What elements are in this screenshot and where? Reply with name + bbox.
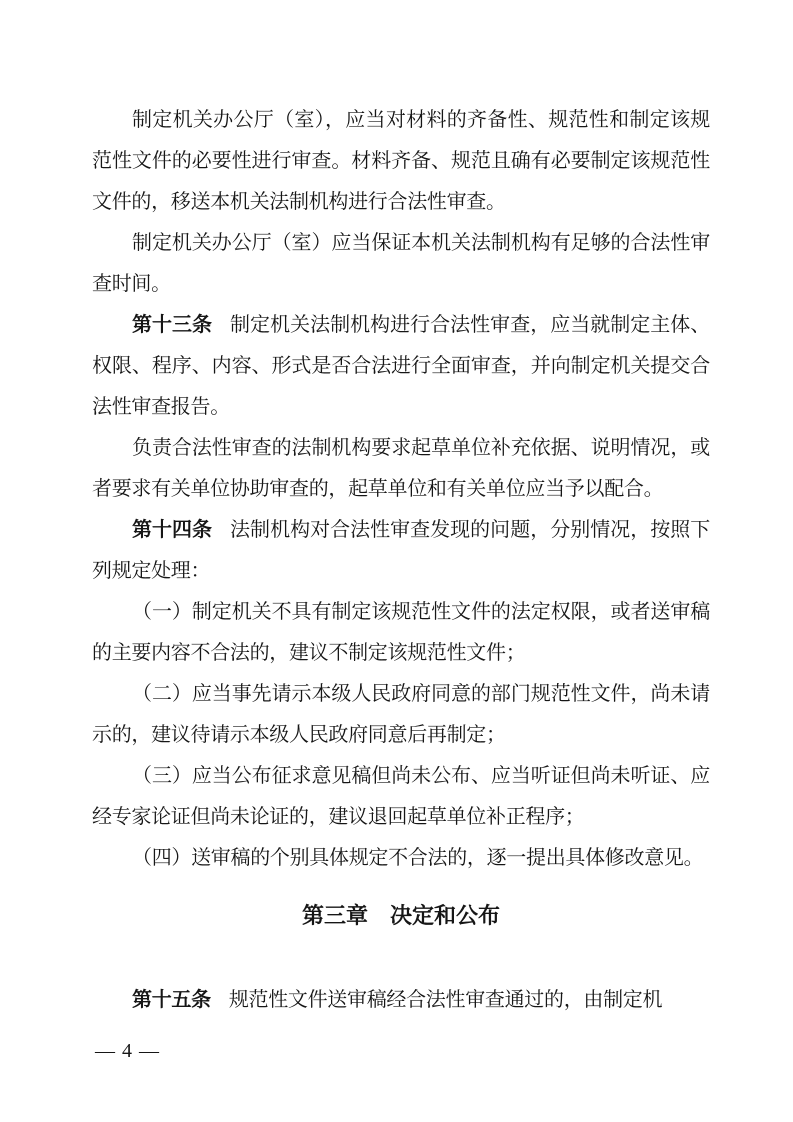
- document-body: [92, 100, 710, 1021]
- paragraph-text: 制定机关办公厅（室）应当保证本机关法制机构有足够的合法性审查时间。: [92, 232, 710, 295]
- article-number: 第十四条: [132, 519, 213, 541]
- paragraph-article-14: [92, 510, 710, 592]
- paragraph-item-1: [92, 592, 710, 674]
- paragraph-text: （四）送审稿的个别具体规定不合法的，逐一提出具体修改意见。: [132, 847, 704, 869]
- chapter-heading: 第三章 决定和公布: [301, 903, 500, 928]
- paragraph-text: （一）制定机关不具有制定该规范性文件的法定权限，或者送审稿的主要内容不合法的，建议不制定该规范性文件；: [92, 601, 710, 664]
- paragraph: [92, 223, 710, 305]
- paragraph-text: 法制机构对合法性审查发现的问题，分别情况，按照下列规定处理：: [92, 519, 710, 582]
- paragraph-item-4: [92, 838, 710, 879]
- paragraph-text: （三）应当公布征求意见稿但尚未公布、应当听证但尚未听证、应经专家论证但尚未论证的，建议退回起草单位补正程序；: [92, 765, 710, 828]
- paragraph-text: 规范性文件送审稿经合法性审查通过的，由制定机: [228, 989, 663, 1011]
- paragraph-text: （二）应当事先请示本级人民政府同意的部门规范性文件，尚未请示的，建议待请示本级人民政府同意后再制定；: [92, 683, 710, 746]
- paragraph-text: 负责合法性审查的法制机构要求起草单位补充依据、说明情况，或者要求有关单位协助审查的，起草单位和有关单位应当予以配合。: [92, 437, 710, 500]
- paragraph-item-2: [92, 674, 710, 756]
- paragraph-text: 制定机关办公厅（室），应当对材料的齐备性、规范性和制定该规范性文件的必要性进行审查。材料齐备、规范且确有必要制定该规范性文件的，移送本机关法制机构进行合法性审查。: [92, 109, 710, 213]
- article-number: 第十三条: [132, 314, 213, 336]
- page-number: — 4 —: [95, 1040, 160, 1062]
- paragraph-article-13: [92, 305, 710, 428]
- paragraph-article-15: [92, 980, 710, 1021]
- article-number: 第十五条: [132, 989, 211, 1011]
- paragraph: [92, 428, 710, 510]
- paragraph-item-3: [92, 756, 710, 838]
- paragraph-text: 制定机关法制机构进行合法性审查，应当就制定主体、权限、程序、内容、形式是否合法进行全面审查，并向制定机关提交合法性审查报告。: [92, 314, 710, 418]
- paragraph: [92, 100, 710, 223]
